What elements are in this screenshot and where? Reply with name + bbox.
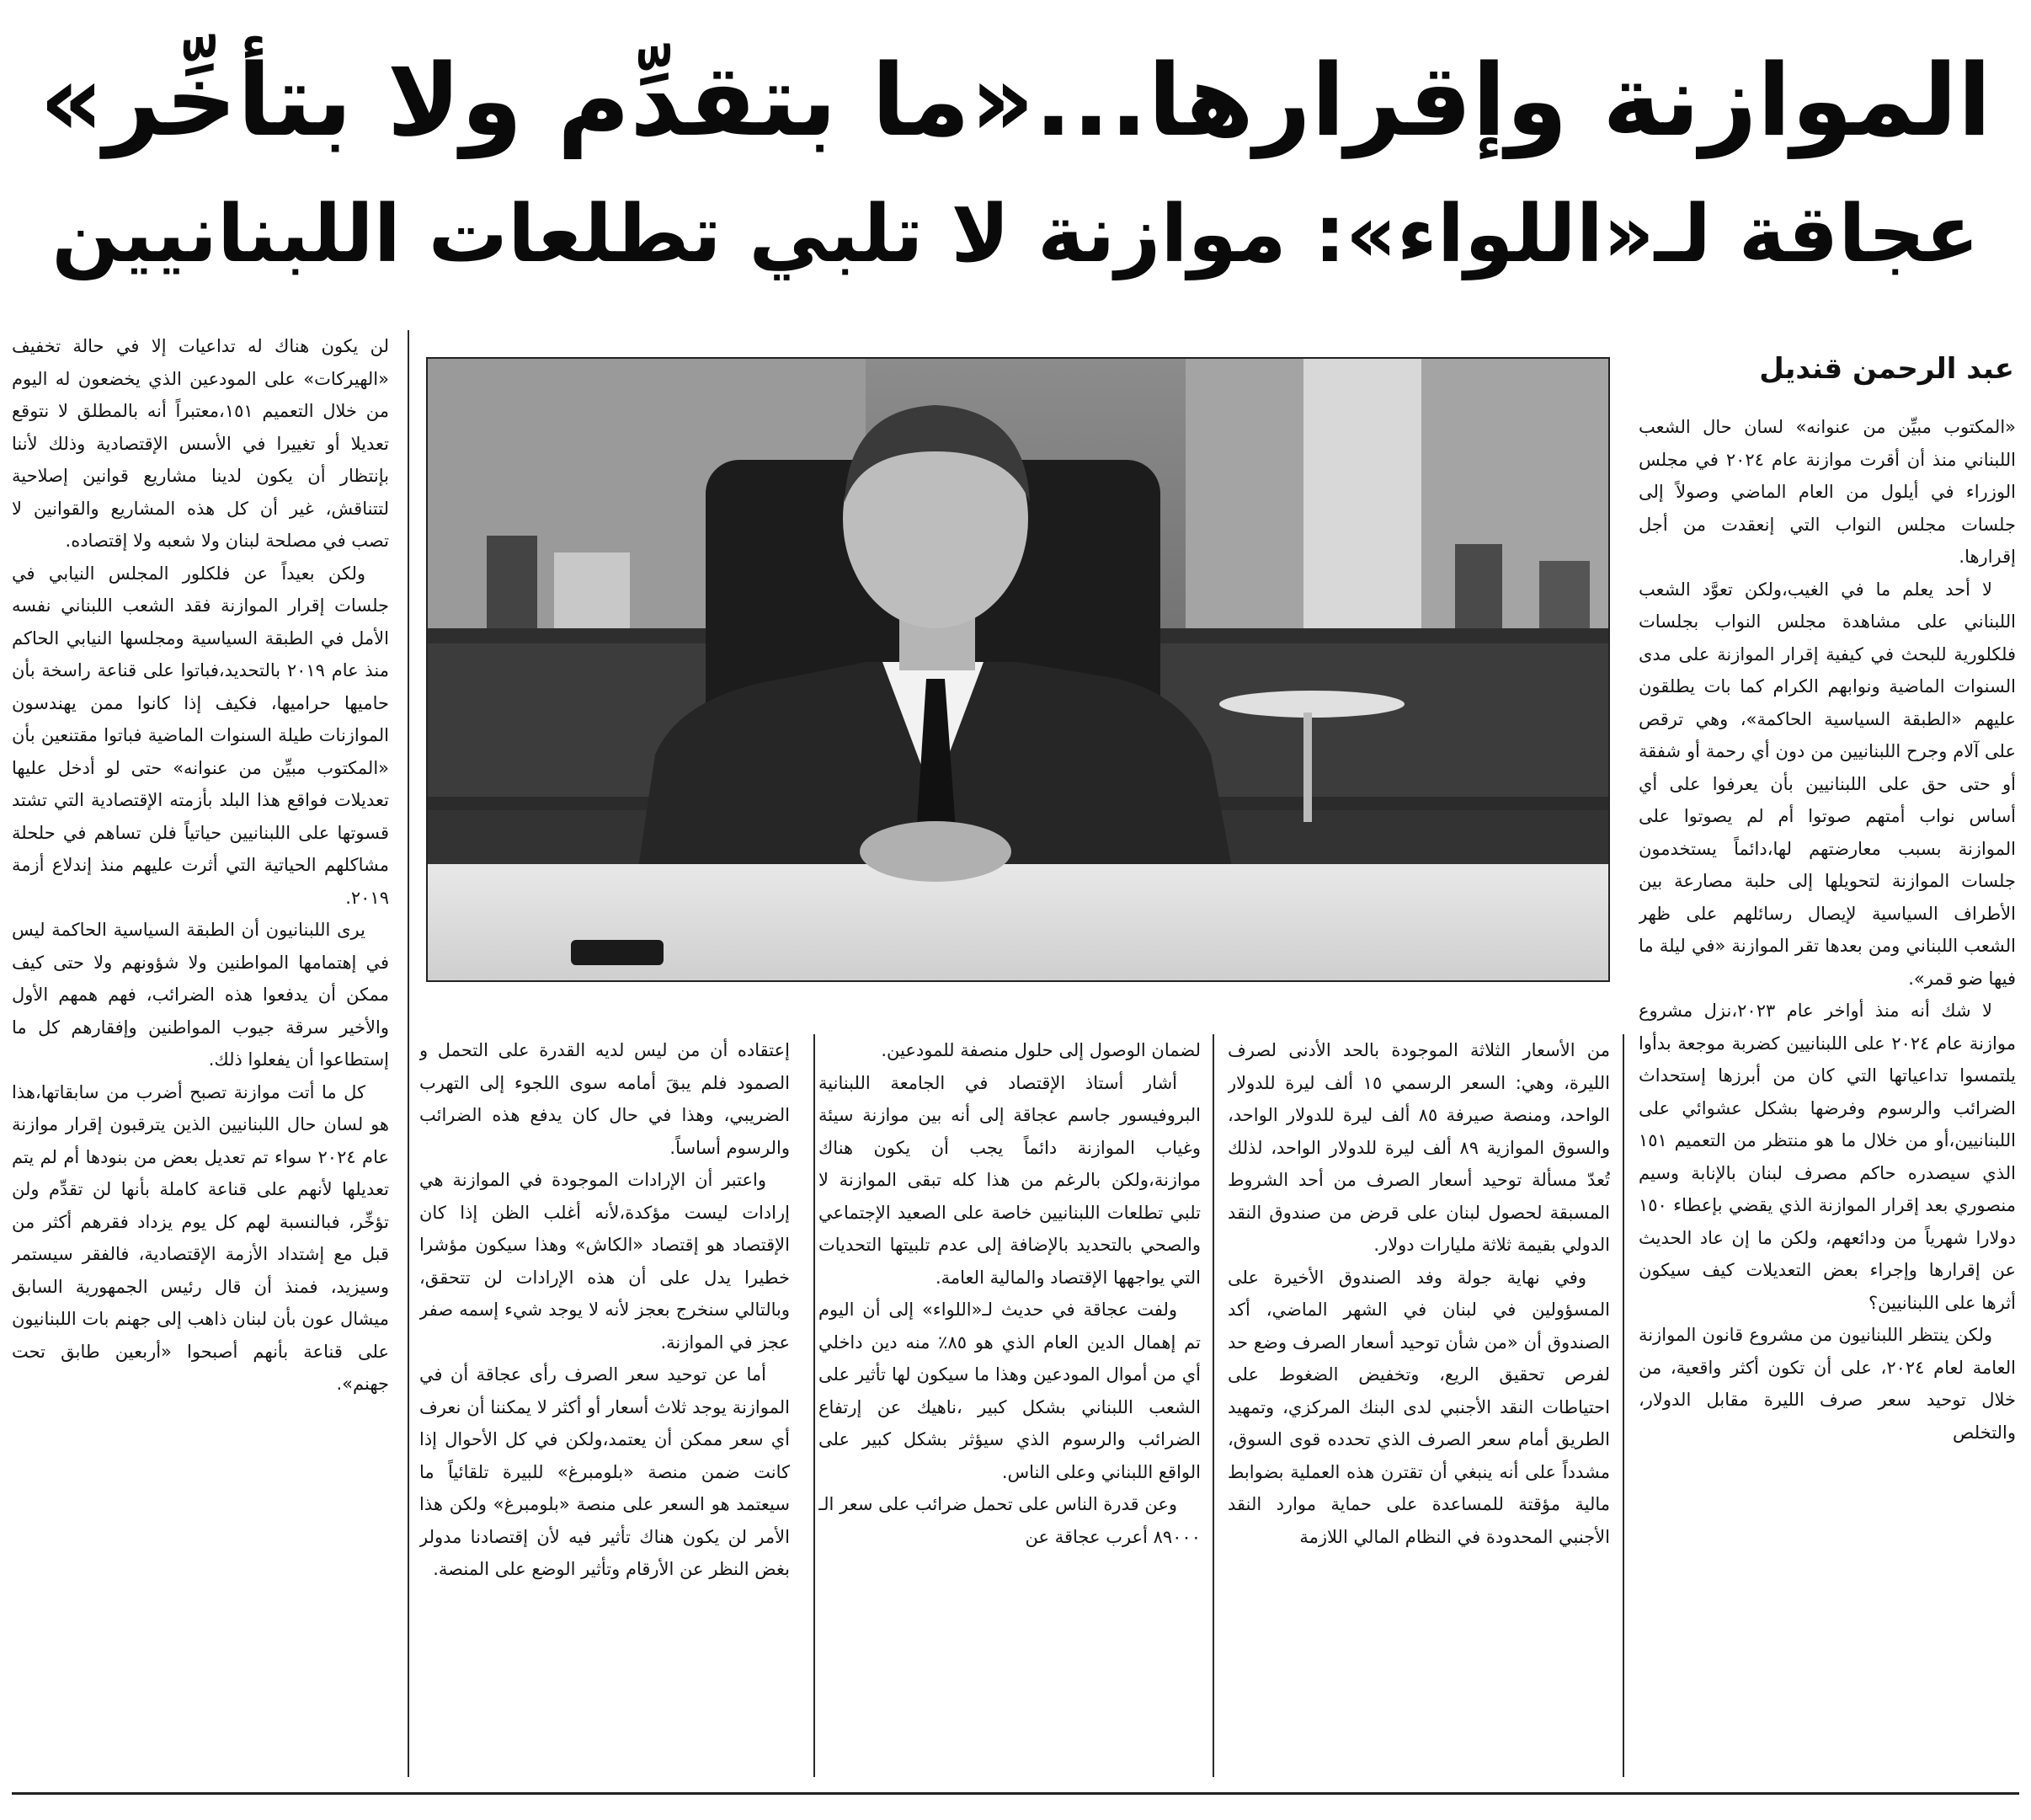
column-divider	[1213, 1034, 1214, 1777]
column-divider	[408, 330, 409, 1777]
portrait-illustration	[428, 359, 1608, 980]
paragraph: كل ما أتت موازنة تصبح أضرب من سابقاتها،هذا هو لسان حال اللبنانيين الذين يترقبون إقرار موازنة عام ٢٠٢٤ سواء تم تعديل بعض من بنودها أم لم يتم تعديلها لأنهم على قناعة كاملة بأنها لن تقدِّم ولن تؤخِّر، فبالنسبة لهم كل يوم يزداد فقرهم أكثر من قبل مع إشتداد الأزمة الإقتصادية، فالفقر سيستمر وسيزيد، فمنذ أن قال رئيس الجمهورية السابق ميشال عون بأن لبنان ذاهب إلى جهنم بات اللبنانيون على قناعة بأنهم أصبحوا «أربعين طابق تحت جهنم».	[12, 1081, 389, 1394]
paragraph: لضمان الوصول إلى حلول منصفة للمودعين.	[881, 1040, 1201, 1060]
paragraph: إعتقاده أن من ليس لديه القدرة على التحمل و الصمود فلم يبقَ أمامه سوى اللجوء إلى التهرب الضريبي، وهذا في حال كان يدفع هذه الضرائب والرسوم أساساً.	[419, 1040, 790, 1158]
headline-line-1: الموازنة وإقرارها...«ما بتقدِّم ولا بتأخِّر»	[39, 42, 1992, 158]
paragraph: لا شك أنه منذ أواخر عام ٢٠٢٣،نزل مشروع موازنة عام ٢٠٢٤ على اللبنانيين كضربة موجعة بدأوا يلتمسوا تداعياتها التي كان من أبرزها إستحداث الضرائب والرسوم وفرضها بشكل عشوائي على اللبنانيين،أو من خلال ما هو منتظر من التعميم ١٥١ الذي سيصدره حاكم مصرف لبنان بالإنابة وسيم منصوري بعد إقرار الموازنة الذي يقضي بإعطاء ١٥٠ دولارا شهرياً من ودائعهم، ولكن ما إن عاد الحديث عن إقرارها وإجراء بعض التعديلات كيف سيكون أثرها على اللبنانيين؟	[1639, 1001, 2016, 1313]
page-bottom-rule	[12, 1792, 2019, 1795]
article-column-1	[1639, 411, 2016, 1777]
paragraph: واعتبر أن الإرادات الموجودة في الموازنة هي إرادات ليست مؤكدة،لأنه أغلب الظن إذا كان الإقتصاد هو إقتصاد «الكاش» وهذا سيكون مؤشرا خطيرا يدل على أن هذه الإرادات لن تتحقق، وبالتالي سنخرج بعجز لأنه لا يوجد شيء إسمه صفر عجز في الموازنة.	[419, 1170, 790, 1353]
author-byline: عبد الرحمن قنديل	[1759, 352, 2014, 386]
paragraph: وعن قدرة الناس على تحمل ضرائب على سعر الـ ٨٩٠٠٠ أعرب عجاقة عن	[818, 1494, 1201, 1547]
paragraph: ولكن ينتظر اللبنانيون من مشروع قانون الموازنة العامة لعام ٢٠٢٤، على أن تكون أكثر واقعية، من خلال توحيد سعر صرف الليرة مقابل الدولار، والتخلص	[1639, 1325, 2016, 1443]
column-divider	[1623, 1034, 1624, 1777]
paragraph: ولكن بعيداً عن فلكلور المجلس النيابي في جلسات إقرار الموازنة فقد الشعب اللبناني نفسه الأمل في الطبقة السياسية ومجلسها النيابي الحاكم منذ عام ٢٠١٩ بالتحديد،فباتوا على قناعة راسخة بأن حاميها حراميها، فكيف إذا كانوا ممن يهندسون الموازنات طيلة السنوات الماضية فباتوا مقتنعين بأن «المكتوب مبيِّن من عنوانه» حتى لو أدخل عليها تعديلات فواقع هذا البلد بأزمته الإقتصادية التي تشتد قسوتها على اللبنانيين حياتياً فلن تساهم في حلحلة مشاكلهم الحياتية التي أثرت عليهم منذ إندلاع أزمة ٢٠١٩.	[12, 563, 389, 908]
paragraph: وفي نهاية جولة وفد الصندوق الأخيرة على المسؤولين في لبنان في الشهر الماضي، أكد الصندوق أن «من شأن توحيد أسعار الصرف وضع حد لفرص تحقيق الريع، وتخفيض الضغوط على احتياطات النقد الأجنبي لدى البنك المركزي، وتمهيد الطريق أمام سعر الصرف الذي تحدده قوى السوق، مشدداً على أنه ينبغي أن تقترن هذه العملية بضوابط مالية مؤقتة للمساعدة على حماية موارد النقد الأجنبي المحدودة في النظام المالي اللازمة	[1228, 1267, 1610, 1547]
paragraph: ولفت عجاقة في حديث لـ«اللواء» إلى أن اليوم تم إهمال الدين العام الذي هو ٨٥٪ منه دين داخلي أي من أموال المودعين وهذا ما سيكون لها تأثير على الشعب اللبناني بشكل كبير ،ناهيك عن إرتفاع الضرائب والرسوم الذي سيؤثر بشكل كبير على الواقع اللبناني وعلى الناس.	[818, 1300, 1201, 1482]
column-divider	[813, 1034, 815, 1777]
article-column-4	[419, 1034, 790, 1777]
article-column-2	[1228, 1034, 1610, 1777]
article-column-3	[818, 1034, 1201, 1777]
headline-line-2: عجاقة لـ«اللواء»: موازنة لا تلبي تطلعات اللبنانيين	[51, 189, 1980, 280]
article-photo	[426, 357, 1610, 982]
paragraph: يرى اللبنانيون أن الطبقة السياسية الحاكمة ليس في إهتمامها المواطنين ولا شؤونهم ولا حتى كيف ممكن أن يدفعوا هذه الضرائب، فهم همهم الأول والأخير سرقة جيوب المواطنين وإفقارهم كل ما إستطاعوا أن يفعلوا ذلك.	[12, 920, 389, 1070]
article-column-5	[12, 330, 389, 1777]
paragraph: لا أحد يعلم ما في الغيب،ولكن تعوَّد الشعب اللبناني على مشاهدة مجلس النواب بجلسات فلكلورية للبحث في كيفية إقرار الموازنة على مدى السنوات الماضية ونوابهم الكرام كما بات يطلقون عليهم «الطبقة السياسية الحاكمة»، وهي ترقص على آلام وجرح اللبنانيين من دون أي رحمة أو شفقة أو حتى حق على اللبنانيين بأن يعرفوا على أي أساس نواب أمتهم صوتوا أم لم يصوتوا على الموازنة بسبب معارضتهم لها،دائماً يستخدمون جلسات الموازنة لتحويلها إلى حلبة مصارعة بين الأطراف السياسية لإيصال رسائلهم على ظهر الشعب اللبناني ومن بعدها تقر الموازنة «في ليلة ما فيها ضو قمر».	[1639, 579, 2016, 989]
paragraph: «المكتوب مبيِّن من عنوانه» لسان حال الشعب اللبناني منذ أن أقرت موازنة عام ٢٠٢٤ في مجلس الوزراء في أيلول من العام الماضي وصولاً إلى جلسات مجلس النواب التي إنعقدت من أجل إقرارها.	[1639, 417, 2016, 567]
paragraph: من الأسعار الثلاثة الموجودة بالحد الأدنى لصرف الليرة، وهي: السعر الرسمي ١٥ ألف ليرة للدولار الواحد، ومنصة صيرفة ٨٥ ألف ليرة للدولار الواحد، والسوق الموازية ٨٩ ألف ليرة للدولار الواحد، لذلك تُعدّ مسألة توحيد أسعار الصرف من أحد الشروط المسبقة لحصول لبنان على قرض من صندوق النقد الدولي بقيمة ثلاثة مليارات دولار.	[1228, 1040, 1610, 1255]
paragraph: لن يكون هناك له تداعيات إلا في حالة تخفيف «الهيركات» على المودعين الذي يخضعون له اليوم من خلال التعميم ١٥١،معتبراً أنه بالمطلق لا نتوقع تعديلا أو تغييرا في الأسس الإقتصادية وذلك لأننا بإنتظار أن يكون لدينا مشاريع قوانين إصلاحية لتتناقش، غير أن كل هذه المشاريع والقوانين لا تصب في مصلحة لبنان ولا شعبه ولا إقتصاده.	[12, 336, 389, 551]
paragraph: أشار أستاذ الإقتصاد في الجامعة اللبنانية البروفيسور جاسم عجاقة إلى أنه بين موازنة سيئة وغياب الموازنة دائماً يجب أن يكون هناك موازنة،ولكن بالرغم من هذا كله تبقى الموازنة لا تلبي تطلعات اللبنانيين خاصة على الصعيد الإجتماعي والصحي بالتحديد بالإضافة إلى عدم تلبيتها التحديات التي يواجهها الإقتصاد والمالية العامة.	[818, 1072, 1201, 1288]
paragraph: أما عن توحيد سعر الصرف رأى عجاقة أن في الموازنة يوجد ثلاث أسعار أو أكثر لا يمكننا أن نعرف أي سعر ممكن أن يعتمد،ولكن في كل الأحوال إذا كانت ضمن منصة «بلومبرغ» للبيرة تلقائياً ما سيعتمد هو السعر على منصة «بلومبرغ» ولكن هذا الأمر لن يكون هناك تأثير فيه لأن إقتصادنا مدولر بغض النظر عن الأرقام وتأثير الوضع على المنصة.	[419, 1364, 790, 1579]
